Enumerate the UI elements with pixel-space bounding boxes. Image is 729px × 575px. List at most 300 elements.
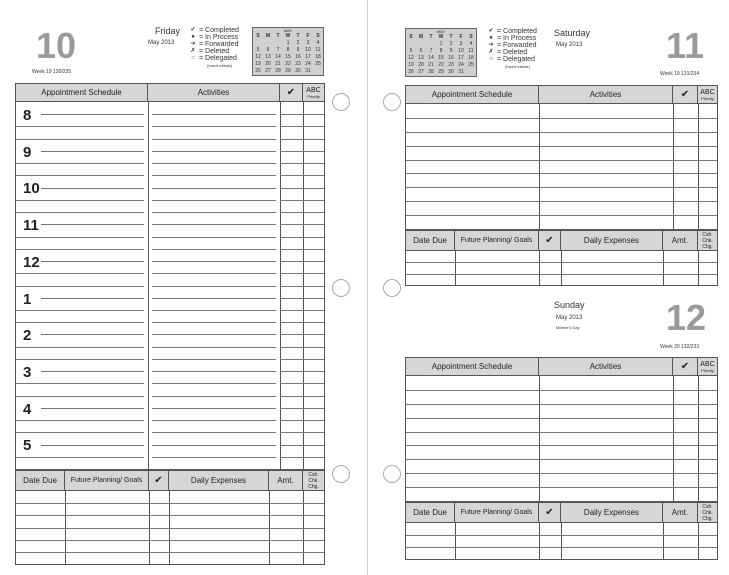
schedule-line [16,200,144,201]
check-header: ✔ [673,358,698,376]
calendar-weekday: S [256,33,260,39]
calendar-day: 26 [255,68,261,74]
check-line [280,151,324,152]
legend-label: = Deleted [497,49,528,56]
check-line [280,237,324,238]
calendar-day: 18 [468,55,474,61]
calendar-day: 13 [265,54,271,60]
calendar-day [273,40,283,47]
schedule-line [16,273,144,274]
month-year-sunday: May 2013 [556,315,583,321]
column-divider [698,376,699,501]
abc-priority-header [303,84,324,102]
activity-line [152,126,276,127]
calendar-day [313,68,323,75]
calendar-day: 15 [285,54,291,60]
check-line [280,310,324,311]
activity-line [152,334,276,335]
calendar-day: 11 [315,47,321,53]
column-divider [673,376,674,501]
appointment-schedule-table [15,83,325,470]
schedule-line [16,432,144,433]
schedule-line [406,487,717,488]
check-line [280,139,324,140]
calendar-day: 18 [315,54,321,60]
abc-priority-header [698,358,717,376]
activity-line [152,408,276,409]
check-header: ✔ [539,231,561,251]
check-line [280,114,324,115]
day-name-saturday: Saturday [554,28,591,38]
legend-note: (Insert initials) [207,63,232,68]
priority-label: Priority [307,93,320,99]
week-info-saturday: Week 19 131/234 [660,71,700,77]
legend-label: = In Process [497,35,537,42]
calendar-day: 15 [438,55,444,61]
month-year-left: May 2013 [148,40,175,46]
column-divider [663,523,664,559]
date-due-header: Date Due [406,503,455,523]
legend-symbol: ✔ [190,27,196,33]
column-divider [539,376,540,501]
check-line [280,457,324,458]
footer-line [16,503,324,504]
check-header: ✔ [280,84,303,102]
column-divider [455,251,456,285]
check-line [280,383,324,384]
calendar-day: 29 [438,69,444,75]
calendar-day: 13 [418,55,424,61]
binder-hole [332,93,350,111]
calendar-day: 1 [286,40,290,46]
schedule-line [41,371,144,372]
hour-label: 11 [23,217,39,235]
schedule-line [406,473,717,474]
activity-line [152,114,276,115]
amount-header: Amt. [663,503,698,523]
activity-line [152,237,276,238]
appointment-header: Appointment Schedule [406,358,539,376]
schedule-line [406,404,717,405]
calendar-day: 3 [459,41,463,47]
amount-header: Amt. [663,231,698,251]
legend-label: = Completed [497,28,537,35]
activity-line [152,175,276,176]
hour-label: 12 [23,253,40,271]
calendar-day: 12 [408,55,414,61]
schedule-line [406,215,717,216]
activity-line [152,432,276,433]
calendar-day [253,40,263,47]
schedule-line [406,160,717,161]
legend-item [189,41,239,48]
calendar-day: 16 [295,54,301,60]
legend-item [487,49,537,56]
activity-line [152,383,276,384]
calendar-day: 7 [276,47,280,53]
footer-line [16,540,324,541]
calendar-day: 23 [448,62,454,68]
activity-line [152,249,276,250]
calendar-day: 10 [305,47,311,53]
calendar-day: 2 [449,41,453,47]
appointment-header: Appointment Schedule [406,86,539,104]
footer-line [16,515,324,516]
activity-line [152,188,276,189]
calendar-day: 16 [448,55,454,61]
activity-line [152,310,276,311]
check-line [280,322,324,323]
calendar-day: 28 [275,68,281,74]
abc-priority-header [698,86,717,104]
activities-header: Activities [539,86,673,104]
check-line [280,261,324,262]
check-line [280,224,324,225]
schedule-line [406,187,717,188]
calendar-weekday: W [285,33,291,39]
calendar-day: 22 [285,61,291,67]
schedule-line [41,445,144,446]
legend-item [189,34,239,41]
schedule-line [406,201,717,202]
activity-line [152,286,276,287]
calendar-day: 6 [266,47,270,53]
legend-symbol: ● [191,34,195,40]
binder-hole [383,93,401,111]
calendar-day [426,41,436,48]
calendar-day: 7 [429,48,433,54]
page-divider [367,0,368,575]
check-line [280,347,324,348]
calendar-day: 20 [418,62,424,68]
legend-label: = Deleted [199,48,230,55]
footer-line [406,262,717,263]
schedule-line [406,418,717,419]
mini-calendar [405,28,477,77]
cash-check-charge-header: Csh. Chk. Chg. [698,231,717,251]
activity-line [152,139,276,140]
holiday-label: Mother's Day [556,325,580,330]
calendar-weekday: T [449,34,453,40]
activity-line [152,420,276,421]
priority-label: Priority [701,95,714,101]
footer-line [406,547,717,548]
legend-symbol: ● [489,35,493,41]
check-line [280,408,324,409]
activities-header: Activities [539,358,673,376]
check-line [280,359,324,360]
activities-header: Activities [148,84,280,102]
calendar-weekday: S [469,34,473,40]
schedule-line [16,359,144,360]
calendar-day: 5 [256,47,260,53]
schedule-line [16,310,144,311]
week-info-sunday: Week 20 132/233 [660,344,700,350]
mini-calendar [252,27,324,76]
calendar-day: 8 [439,48,443,54]
hour-label: 2 [23,327,32,345]
legend-item [487,28,537,35]
check-line [280,273,324,274]
activity-line [152,224,276,225]
activity-line [152,359,276,360]
check-line [280,286,324,287]
calendar-day: 24 [458,62,464,68]
schedule-line [406,390,717,391]
calendar-day [416,41,426,48]
calendar-weekday: W [438,34,444,40]
check-header: ✔ [539,503,561,523]
calendar-weekday: T [276,33,280,39]
legend-symbol: ✗ [488,49,494,55]
calendar-day: 20 [265,61,271,67]
legend-label: = Delegated [199,55,237,62]
calendar-day: 27 [418,69,424,75]
calendar-day: 14 [428,55,434,61]
schedule-line [16,347,144,348]
legend-symbol: ✔ [488,28,494,34]
calendar-day: 31 [458,69,464,75]
future-planning-header: Future Planning/ Goals [455,231,539,251]
calendar-day [406,41,416,48]
column-divider [698,104,699,229]
legend-note: (Insert initials) [505,64,530,69]
check-line [280,432,324,433]
abc-label: ABC [700,360,715,368]
calendar-day: 11 [468,48,474,54]
calendar-weekday: M [265,33,271,39]
column-divider [539,523,540,559]
schedule-line [16,237,144,238]
appointment-schedule-table [405,357,718,502]
status-legend [487,28,537,70]
calendar-day: 25 [315,61,321,67]
binder-hole [332,279,350,297]
schedule-line [41,298,144,299]
calendar-day: 1 [439,41,443,47]
check-line [280,298,324,299]
schedule-line [406,118,717,119]
schedule-line [41,114,144,115]
check-line [280,334,324,335]
schedule-line [16,126,144,127]
check-line [280,200,324,201]
legend-label: = Forwarded [497,42,537,49]
legend-symbol: ○ [489,56,493,62]
hour-label: 8 [23,107,32,124]
footer-line [406,535,717,536]
calendar-day: 3 [306,40,310,46]
activity-line [152,347,276,348]
legend-label: = Forwarded [199,41,239,48]
activity-line [152,457,276,458]
schedule-line [41,224,144,225]
calendar-day: 21 [275,61,281,67]
binder-hole [332,465,350,483]
check-line [280,212,324,213]
schedule-line [16,396,144,397]
calendar-day: 22 [438,62,444,68]
schedule-line [16,163,144,164]
date-due-header: Date Due [406,231,455,251]
calendar-day: 9 [296,47,300,53]
calendar-weekday: S [409,34,413,40]
calendar-day: 26 [408,69,414,75]
day-name-left: Friday [155,26,181,36]
calendar-day: 21 [428,62,434,68]
column-divider [539,104,540,229]
calendar-day: 4 [316,40,320,46]
legend-symbol: ➔ [488,42,494,48]
activity-line [152,273,276,274]
calendar-day: 2 [296,40,300,46]
daily-expenses-header: Daily Expenses [561,503,663,523]
calendar-day: 4 [469,41,473,47]
day-number-saturday: 11 [666,25,705,66]
abc-label: ABC [700,88,715,96]
month-year-saturday: May 2013 [556,42,583,48]
check-line [280,126,324,127]
week-info-left: Week 19 130/235 [32,69,72,75]
schedule-line [406,132,717,133]
binder-hole [383,465,401,483]
legend-symbol: ➔ [190,41,196,47]
day-number-sunday: 12 [666,297,707,338]
calendar-month: MAY [283,28,293,33]
calendar-day: 9 [449,48,453,54]
schedule-line [16,420,144,421]
column-divider [539,251,540,285]
future-planning-header: Future Planning/ Goals [455,503,539,523]
footer-line [406,274,717,275]
check-header: ✔ [149,471,169,491]
daily-expenses-header: Daily Expenses [561,231,663,251]
legend-label: = Completed [199,27,239,34]
planning-expenses-table [405,502,718,560]
check-header: ✔ [673,86,698,104]
legend-label: = Delegated [497,56,535,63]
cash-check-charge-header: Csh. Chk. Chg. [698,503,717,523]
calendar-day: 30 [448,69,454,75]
schedule-line [16,139,144,140]
column-divider [561,523,562,559]
column-divider [561,251,562,285]
calendar-day: 14 [275,54,281,60]
footer-line [16,528,324,529]
schedule-line [41,408,144,409]
schedule-line [16,212,144,213]
check-line [280,188,324,189]
calendar-day: 12 [255,54,261,60]
activity-line [152,371,276,372]
day-number-left: 10 [36,25,77,66]
day-name-sunday: Sunday [554,300,585,310]
calendar-day: 8 [286,47,290,53]
schedule-line [41,334,144,335]
schedule-line [16,322,144,323]
column-divider [455,523,456,559]
schedule-line [41,188,144,189]
calendar-day: 28 [428,69,434,75]
column-divider [698,251,699,285]
calendar-weekday: F [459,34,463,40]
calendar-weekday: M [418,34,424,40]
calendar-day: 23 [295,61,301,67]
check-line [280,420,324,421]
activity-line [152,396,276,397]
legend-item [189,48,239,55]
legend-symbol: ○ [191,55,195,61]
legend-item [487,56,537,63]
cash-check-charge-header: Csh. Chk. Chg. [303,471,324,491]
legend-item [189,55,239,62]
hour-label: 1 [23,290,32,308]
calendar-day: 30 [295,68,301,74]
calendar-weekday: F [306,33,310,39]
footer-line [16,552,324,553]
column-divider [673,104,674,229]
legend-label: = In Process [199,34,239,41]
schedule-line [41,261,144,262]
appointment-header: Appointment Schedule [16,84,148,102]
hour-label: 4 [23,400,32,418]
column-divider [663,251,664,285]
legend-symbol: ✗ [190,48,196,54]
calendar-day: 19 [255,61,261,67]
hour-label: 10 [23,180,40,198]
abc-label: ABC [306,86,321,94]
status-legend [189,27,239,69]
calendar-day: 6 [419,48,423,54]
activity-line [152,445,276,446]
schedule-line [16,249,144,250]
activity-line [152,163,276,164]
legend-item [487,42,537,49]
activity-line [152,151,276,152]
calendar-day: 27 [265,68,271,74]
legend-item [189,27,239,34]
check-line [280,163,324,164]
hour-label: 5 [23,437,32,455]
check-line [280,396,324,397]
planning-expenses-table [405,230,718,286]
schedule-line [406,459,717,460]
priority-label: Priority [701,367,714,373]
calendar-day [466,69,476,76]
calendar-day: 25 [468,62,474,68]
check-line [280,371,324,372]
schedule-line [16,175,144,176]
future-planning-header: Future Planning/ Goals [65,471,149,491]
activity-line [152,298,276,299]
calendar-weekday: S [316,33,320,39]
check-line [280,445,324,446]
schedule-line [406,432,717,433]
calendar-day: 24 [305,61,311,67]
hour-label: 3 [23,363,32,381]
schedule-line [16,383,144,384]
date-due-header: Date Due [16,471,65,491]
check-line [280,249,324,250]
schedule-line [16,286,144,287]
calendar-weekday: T [296,33,300,39]
daily-expenses-header: Daily Expenses [169,471,269,491]
activity-line [152,322,276,323]
hour-label: 9 [23,143,32,161]
calendar-day: 10 [458,48,464,54]
amount-header: Amt. [269,471,303,491]
activity-line [152,261,276,262]
